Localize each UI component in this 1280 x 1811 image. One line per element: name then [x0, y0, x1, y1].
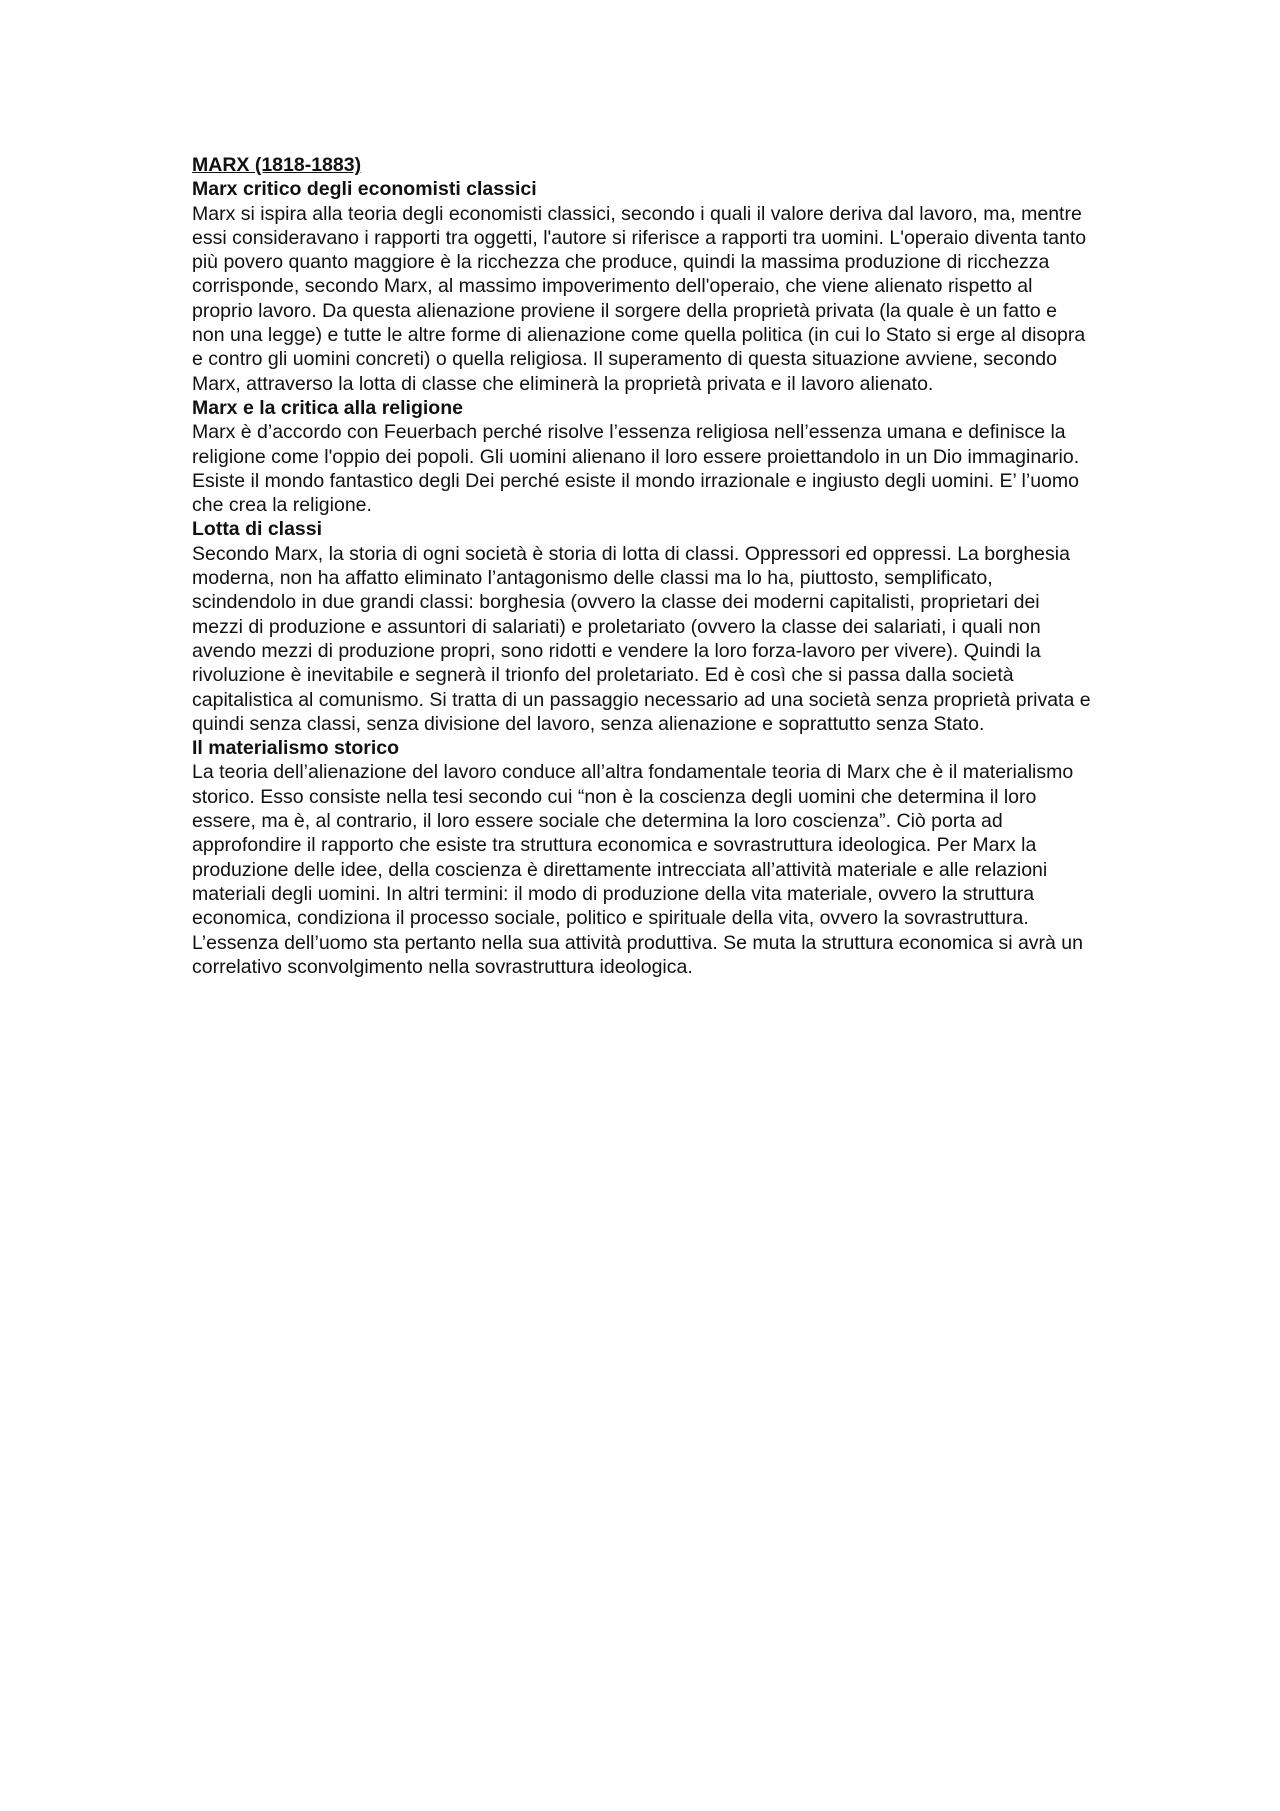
section-text-materialismo: La teoria dell’alienazione del lavoro conduce all’altra fondamentale teoria di Marx che è il materialismo storico. Esso consiste nella tesi secondo cui “non è la coscienza degli uomini che determina il loro essere, ma è, al contrario, il loro essere sociale che determina la loro coscienza”. Ciò porta ad approfondire il rapporto che esiste tra struttura economica e sovrastruttura ideologica. Per Marx la produzione delle idee, della coscienza è direttamente intrecciata all’attività materiale e alle relazioni materiali degli uomini. In altri termini: il modo di produzione della vita materiale, ovvero la struttura economica, condiziona il processo sociale, politico e spirituale della vita, ovvero la sovrastruttura. L’essenza dell’uomo sta pertanto nella sua attività produttiva. Se muta la struttura economica si avrà un correlativo sconvolgimento nella sovrastruttura ideologica. — [192, 761, 1083, 978]
section-text-economisti: Marx si ispira alla teoria degli economisti classici, secondo i quali il valore deriva dal lavoro, ma, mentre essi consideravano i rapporti tra oggetti, l'autore si riferisce a rapporti tra uomini. L'operaio diventa tanto più povero quanto maggiore è la ricchezza che produce, quindi la massima produzione di ricchezza corrisponde, secondo Marx, al massimo impoverimento dell'operaio, che viene alienato rispetto al proprio lavoro. Da questa alienazione proviene il sorgere della proprietà privata (la quale è un fatto e non una legge) e tutte le altre forme di alienazione come quella politica (in cui lo Stato si erge al disopra e contro gli uomini concreti) o quella religiosa. Il superamento di questa situazione avviene, secondo Marx, attraverso la lotta di classe che eliminerà la proprietà privata e il lavoro alienato. — [192, 202, 1087, 395]
section-text-lotta-classi: Secondo Marx, la storia di ogni società è storia di lotta di classi. Oppressori ed oppressi. La borghesia moderna, non ha affatto eliminato l’antagonismo delle classi ma lo ha, piuttosto, semplificato, scindendolo in due grandi classi: borghesia (ovvero la classe dei moderni capitalisti, proprietari dei mezzi di produzione e assuntori di salariati) e proletariato (ovvero la classe dei salariati, i quali non avendo mezzi di produzione propri, sono ridotti e vendere la loro forza-lavoro per vivere). Quindi la rivoluzione è inevitabile e segnerà il trionfo del proletariato. Ed è così che si passa dalla società capitalistica al comunismo. Si tratta di un passaggio necessario ad una società senza proprietà privata e quindi senza classi, senza divisione del lavoro, senza alienazione e soprattutto senza Stato. — [192, 542, 1091, 735]
section-heading-lotta-classi: Lotta di classi — [192, 518, 323, 541]
section-heading-materialismo: Il materialismo storico — [192, 737, 399, 760]
document-title: MARX (1818-1883) — [192, 154, 362, 176]
section-heading-economisti: Marx critico degli economisti classici — [192, 178, 537, 201]
document-page — [192, 153, 1092, 979]
section-text-religione: Marx è d’accordo con Feuerbach perché risolve l’essenza religiosa nell’essenza umana e definisce la religione come l'oppio dei popoli. Gli uomini alienano il loro essere proiettandolo in un Dio immaginario. Esiste il mondo fantastico degli Dei perché esiste il mondo irrazionale e ingiusto degli uomini. E’ l’uomo che crea la religione. — [192, 421, 1080, 517]
section-heading-religione: Marx e la critica alla religione — [192, 396, 463, 419]
